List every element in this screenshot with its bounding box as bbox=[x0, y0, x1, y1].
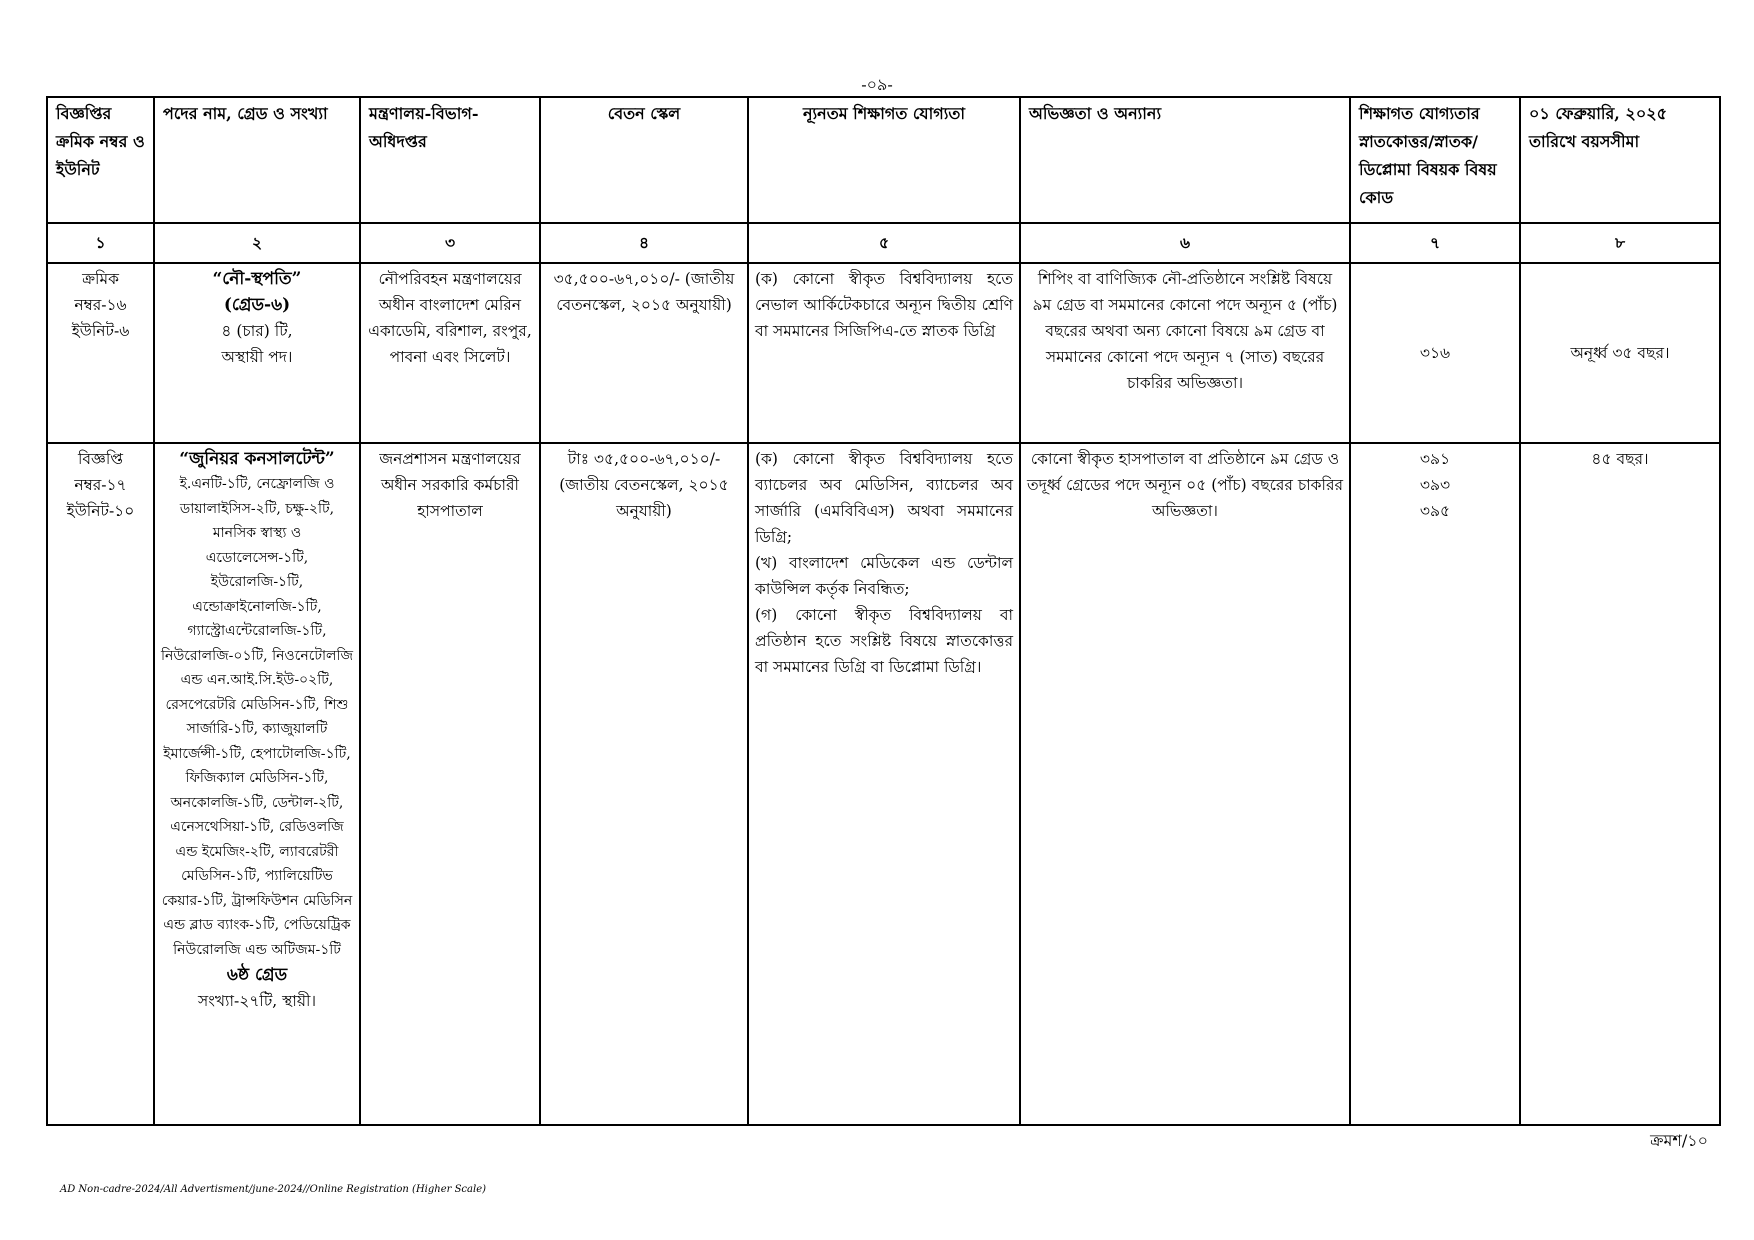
post-type: অস্থায়ী পদ। bbox=[221, 348, 293, 366]
column-number: ৪ bbox=[540, 223, 748, 263]
qualification-item: (গ) কোনো স্বীকৃত বিশ্ববিদ্যালয় বা প্রতিষ্ঠান হতে সংশ্লিষ্ট বিষয়ে স্নাতকোত্তর বা সমমানের ডিগ্রি বা ডিপ্লোমা ডিগ্রি। bbox=[755, 606, 1013, 676]
table-header-row bbox=[47, 97, 1720, 223]
column-number: ৩ bbox=[360, 223, 540, 263]
subject-code: ৩৯৫ bbox=[1419, 502, 1451, 520]
serial-cell: ক্রমিক নম্বর-১৬ ইউনিট-৬ bbox=[47, 263, 154, 443]
qualification-item: (ক) কোনো স্বীকৃত বিশ্ববিদ্যালয় হতে ব্যাচেলর অব মেডিসিন, ব্যাচেলর অব সার্জারি (এমবিবিএস) অথবা সমমানের ডিগ্রি; bbox=[755, 450, 1013, 546]
age-limit-cell: ৪৫ বছর। bbox=[1520, 443, 1720, 1125]
subject-code: ৩১৬ bbox=[1419, 344, 1451, 362]
column-number: ১ bbox=[47, 223, 154, 263]
experience-cell: শিপিং বা বাণিজ্যিক নৌ-প্রতিষ্ঠানে সংশ্লিষ্ট বিষয়ে ৯ম গ্রেড বা সমমানের কোনো পদে অন্যূন ৫ (পাঁচ) বছরের অথবা অন্য কোনো বিষয়ে ৯ম গ্রেড বা সমমানের কোনো পদে অন্যূন ৭ (সাত) বছরের চাকরির অভিজ্ঞতা। bbox=[1020, 263, 1350, 443]
column-number: ৭ bbox=[1350, 223, 1520, 263]
column-number: ৫ bbox=[748, 223, 1020, 263]
column-number: ২ bbox=[154, 223, 360, 263]
serial-cell: বিজ্ঞপ্তি নম্বর-১৭ ইউনিট-১০ bbox=[47, 443, 154, 1125]
post-title: “নৌ-স্থপতি” bbox=[212, 269, 302, 289]
subject-code-cell bbox=[1350, 443, 1520, 1125]
header-qualification: ন্যূনতম শিক্ষাগত যোগ্যতা bbox=[748, 97, 1020, 223]
header-ministry: মন্ত্রণালয়-বিভাগ-অধিদপ্তর bbox=[360, 97, 540, 223]
header-serial: বিজ্ঞপ্তির ক্রমিক নম্বর ও ইউনিট bbox=[47, 97, 154, 223]
experience-cell: কোনো স্বীকৃত হাসপাতাল বা প্রতিষ্ঠানে ৯ম গ্রেড ও তদূর্ধ্ব গ্রেডের পদে অন্যূন ০৫ (পাঁচ) বছরের চাকরির অভিজ্ঞতা। bbox=[1020, 443, 1350, 1125]
ministry-cell: নৌপরিবহন মন্ত্রণালয়ের অধীন বাংলাদেশ মেরিন একাডেমি, বরিশাল, রংপুর, পাবনা এবং সিলেট। bbox=[360, 263, 540, 443]
column-number: ৬ bbox=[1020, 223, 1350, 263]
table-row bbox=[47, 443, 1720, 1125]
job-advertisement-table bbox=[46, 96, 1721, 1126]
header-subject-code: শিক্ষাগত যোগ্যতার স্নাতকোত্তর/স্নাতক/ ডিপ্লোমা বিষয়ক বিষয় কোড bbox=[1350, 97, 1520, 223]
pay-scale-cell: ৩৫,৫০০-৬৭,০১০/- (জাতীয় বেতনস্কেল, ২০১৫ অনুযায়ী) bbox=[540, 263, 748, 443]
pay-scale-cell: টাঃ ৩৫,৫০০-৬৭,০১০/- (জাতীয় বেতনস্কেল, ২০১৫ অনুযায়ী) bbox=[540, 443, 748, 1125]
post-cell bbox=[154, 443, 360, 1125]
page-number: -০৯- bbox=[861, 75, 893, 94]
age-limit-cell: অনূর্ধ্ব ৩৫ বছর। bbox=[1520, 263, 1720, 443]
table-row bbox=[47, 263, 1720, 443]
post-specialty-list: ই.এনটি-১টি, নেফ্রোলজি ও ডায়ালাইসিস-২টি, চক্ষু-২টি, মানসিক স্বাস্থ্য ও এডোলেসেন্স-১টি, ইউরোলজি-১টি, এন্ডোক্রাইনোলজি-১টি, গ্যাস্ট্রোএন্টেরোলজি-১টি, নিউরোলজি-০১টি, নিওনেটোলজি এন্ড এন.আই.সি.ইউ-০২টি, রেসপেরেটরি মেডিসিন-১টি, শিশু সার্জারি-১টি, ক্যাজুয়ালটি ইমার্জেন্সী-১টি, হেপাটোলজি-১টি, ফিজিক্যাল মেডিসিন-১টি, অনকোলজি-১টি, ডেন্টাল-২টি, এনেসথেসিয়া-১টি, রেডিওলজি এন্ড ইমেজিং-২টি, ল্যাবরেটরী মেডিসিন-১টি, প্যালিয়েটিভ কেয়ার-১টি, ট্রান্সফিউশন মেডিসিন এন্ড ব্লাড ব্যাংক-১টি, পেডিয়েট্রিক নিউরোলজি এন্ড অটিজম-১টি bbox=[161, 476, 353, 958]
subject-code: ৩৯৩ bbox=[1419, 476, 1451, 494]
qualification-item: (খ) বাংলাদেশ মেডিকেল এন্ড ডেন্টাল কাউন্সিল কর্তৃক নিবন্ধিত; bbox=[755, 554, 1013, 598]
post-grade: ৬ষ্ঠ গ্রেড bbox=[226, 965, 288, 985]
column-number: ৮ bbox=[1520, 223, 1720, 263]
header-age-limit: ০১ ফেব্রুয়ারি, ২০২৫ তারিখে বয়সসীমা bbox=[1520, 97, 1720, 223]
subject-code: ৩৯১ bbox=[1419, 450, 1451, 468]
post-count: ৪ (চার) টি, bbox=[221, 322, 293, 340]
header-experience: অভিজ্ঞতা ও অন্যান্য bbox=[1020, 97, 1350, 223]
column-number-row bbox=[47, 223, 1720, 263]
post-title: “জুনিয়র কনসালটেন্ট” bbox=[179, 449, 335, 469]
qualification-cell bbox=[748, 443, 1020, 1125]
qualification-cell bbox=[748, 263, 1020, 443]
subject-code-cell bbox=[1350, 263, 1520, 443]
post-cell bbox=[154, 263, 360, 443]
continued-label: ক্রমশ/১০ bbox=[1650, 1131, 1708, 1150]
qualification-item: (ক) কোনো স্বীকৃত বিশ্ববিদ্যালয় হতে নেভাল আর্কিটেকচারে অন্যূন দ্বিতীয় শ্রেণি বা সমমানের সিজিপিএ-তে স্নাতক ডিগ্রি bbox=[755, 270, 1013, 340]
header-post: পদের নাম, গ্রেড ও সংখ্যা bbox=[154, 97, 360, 223]
post-grade: (গ্রেড-৬) bbox=[223, 295, 291, 315]
header-pay-scale: বেতন স্কেল bbox=[540, 97, 748, 223]
post-count: সংখ্যা-২৭টি, স্থায়ী। bbox=[197, 992, 317, 1010]
ministry-cell: জনপ্রশাসন মন্ত্রণালয়ের অধীন সরকারি কর্মচারী হাসপাতাল bbox=[360, 443, 540, 1125]
footer-file-note: AD Non-cadre-2024/All Advertisment/june-2024//Online Registration (Higher Scale) bbox=[60, 1184, 487, 1195]
